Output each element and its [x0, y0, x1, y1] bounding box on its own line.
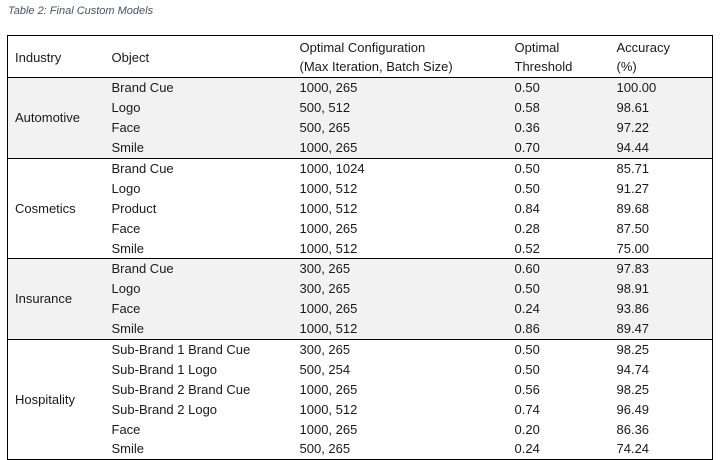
header-object: Object	[105, 36, 293, 78]
threshold-cell: 0.50	[508, 78, 610, 98]
accuracy-cell: 98.25	[616, 342, 650, 358]
threshold-cell: 0.74	[514, 401, 540, 417]
table-row	[8, 439, 713, 459]
config-cell: 300, 265	[293, 259, 508, 279]
table-row	[8, 158, 713, 178]
object-cell: Face	[111, 220, 141, 236]
accuracy-cell: 85.71	[616, 161, 650, 176]
object-cell: Logo	[105, 279, 293, 299]
threshold-cell: 0.50	[514, 342, 540, 358]
header-accuracy-line2: (%)	[616, 59, 637, 74]
object-cell: Brand Cue	[105, 78, 293, 98]
threshold-cell: 0.50	[514, 161, 540, 176]
config-cell: 1000, 512	[293, 319, 508, 339]
table-row	[8, 359, 713, 379]
table-row	[8, 238, 713, 258]
industry-cell: Automotive	[8, 78, 105, 159]
header-threshold-line2: Threshold	[514, 59, 573, 74]
accuracy-cell: 91.27	[616, 180, 650, 196]
object-cell: Brand Cue	[105, 259, 293, 279]
header-config-line2: (Max Iteration, Batch Size)	[299, 59, 453, 74]
table-row	[8, 259, 713, 279]
table-row	[8, 118, 713, 138]
threshold-cell: 0.36	[508, 118, 610, 138]
table-caption: Table 2: Final Custom Models	[8, 5, 154, 17]
config-cell: 1000, 265	[299, 421, 358, 437]
header-accuracy	[610, 36, 713, 78]
object-cell: Sub-Brand 1 Logo	[111, 361, 218, 377]
threshold-cell: 0.56	[514, 381, 540, 397]
accuracy-cell: 86.36	[616, 421, 650, 437]
header-threshold	[508, 36, 610, 78]
object-cell: Smile	[105, 238, 293, 258]
config-cell: 1000, 512	[293, 238, 508, 258]
config-cell: 1000, 265	[299, 220, 358, 236]
object-cell: Sub-Brand 1 Brand Cue	[111, 342, 251, 358]
object-cell: Smile	[105, 319, 293, 339]
header-config	[293, 36, 508, 78]
table-row	[8, 379, 713, 399]
config-cell: 500, 265	[293, 118, 508, 138]
accuracy-cell: 93.86	[610, 299, 713, 319]
object-cell: Brand Cue	[111, 161, 174, 176]
object-cell: Smile	[105, 138, 293, 158]
table-row	[8, 279, 713, 299]
industry-cell: Hospitality	[8, 339, 105, 459]
table-row	[8, 138, 713, 158]
object-cell: Logo	[105, 98, 293, 118]
config-cell: 500, 254	[299, 361, 351, 377]
object-cell: Smile	[105, 439, 293, 459]
object-cell: Product	[111, 200, 157, 216]
header-accuracy-line1: Accuracy	[616, 40, 670, 55]
threshold-cell: 0.50	[514, 361, 540, 377]
threshold-cell: 0.24	[508, 439, 610, 459]
config-cell: 1000, 1024	[299, 161, 365, 176]
table-row	[8, 98, 713, 118]
config-cell: 300, 265	[293, 279, 508, 299]
header-threshold-line1: Optimal	[514, 40, 560, 55]
accuracy-cell: 87.50	[616, 220, 650, 236]
config-cell: 1000, 512	[299, 401, 358, 417]
accuracy-cell: 100.00	[610, 78, 713, 98]
accuracy-cell: 75.00	[610, 238, 713, 258]
threshold-cell: 0.60	[508, 259, 610, 279]
accuracy-cell: 97.83	[610, 259, 713, 279]
group-hospitality	[8, 339, 713, 459]
accuracy-cell: 96.49	[616, 401, 650, 417]
config-cell: 500, 512	[293, 98, 508, 118]
object-cell: Sub-Brand 2 Brand Cue	[111, 381, 251, 397]
config-cell: 1000, 265	[293, 138, 508, 158]
config-cell: 1000, 512	[299, 180, 358, 196]
config-cell: 1000, 265	[293, 78, 508, 98]
accuracy-cell: 94.44	[610, 138, 713, 158]
table-row	[8, 198, 713, 218]
table-row	[8, 399, 713, 419]
threshold-cell: 0.58	[508, 98, 610, 118]
table-row	[8, 319, 713, 339]
config-cell: 500, 265	[293, 439, 508, 459]
table-row	[8, 299, 713, 319]
config-cell: 300, 265	[299, 342, 351, 358]
accuracy-cell: 94.74	[616, 361, 650, 377]
threshold-cell: 0.50	[508, 279, 610, 299]
object-cell: Face	[105, 299, 293, 319]
object-cell: Face	[105, 118, 293, 138]
table-row	[8, 339, 713, 359]
table-row	[8, 178, 713, 198]
header-row	[8, 36, 713, 78]
accuracy-cell: 89.68	[616, 200, 650, 216]
object-cell: Sub-Brand 2 Logo	[111, 401, 218, 417]
accuracy-cell: 74.24	[610, 439, 713, 459]
industry-cell: Cosmetics	[8, 158, 105, 258]
group-automotive	[8, 78, 713, 159]
accuracy-cell: 98.91	[610, 279, 713, 299]
header-industry: Industry	[8, 36, 105, 78]
group-insurance	[8, 259, 713, 340]
table-row	[8, 218, 713, 238]
table-row	[8, 78, 713, 98]
table-row	[8, 419, 713, 439]
threshold-cell: 0.20	[514, 421, 540, 437]
threshold-cell: 0.84	[514, 200, 540, 216]
accuracy-cell: 97.22	[610, 118, 713, 138]
final-custom-models-table	[7, 35, 713, 460]
accuracy-cell: 89.47	[610, 319, 713, 339]
accuracy-cell: 98.61	[610, 98, 713, 118]
header-config-line1: Optimal Configuration	[299, 40, 426, 55]
threshold-cell: 0.86	[508, 319, 610, 339]
threshold-cell: 0.24	[508, 299, 610, 319]
threshold-cell: 0.52	[508, 238, 610, 258]
config-cell: 1000, 265	[293, 299, 508, 319]
threshold-cell: 0.50	[514, 180, 540, 196]
object-cell: Logo	[111, 180, 141, 196]
config-cell: 1000, 265	[299, 381, 358, 397]
threshold-cell: 0.70	[508, 138, 610, 158]
threshold-cell: 0.28	[514, 220, 540, 236]
table-header	[8, 36, 713, 78]
group-cosmetics	[8, 158, 713, 258]
object-cell: Face	[111, 421, 141, 437]
accuracy-cell: 98.25	[616, 381, 650, 397]
config-cell: 1000, 512	[299, 200, 358, 216]
industry-cell: Insurance	[8, 259, 105, 340]
